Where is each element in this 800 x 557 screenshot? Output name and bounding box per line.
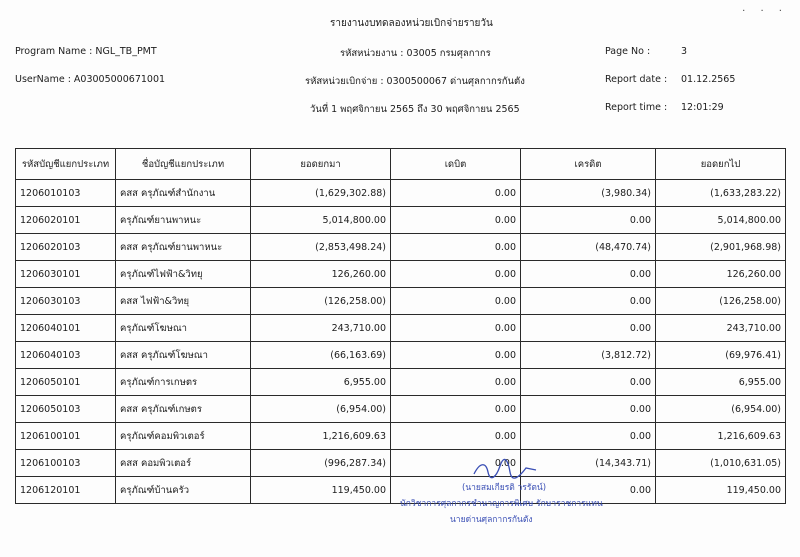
cell-brought-forward: 5,014,800.00 [251,207,391,234]
username: UserName : A03005000671001 [15,74,166,85]
cell-debit: 0.00 [391,234,521,261]
col-header-brought-forward: ยอดยกมา [251,149,391,180]
cell-carried-forward: (126,258.00) [656,288,786,315]
col-header-carried-forward: ยอดยกไป [656,149,786,180]
cell-carried-forward: 243,710.00 [656,315,786,342]
cell-carried-forward: (1,633,283.22) [656,180,786,207]
cell-credit: 0.00 [521,207,656,234]
cell-debit: 0.00 [391,207,521,234]
cell-name: คสส ครุภัณฑ์เกษตร [116,396,251,423]
table-row [16,396,786,423]
trial-balance-table [15,148,786,504]
program-name: Program Name : NGL_TB_PMT [15,46,157,57]
table-row [16,342,786,369]
table-row [16,180,786,207]
cell-code: 1206050103 [16,396,116,423]
disbursing-unit: รหัสหน่วยเบิกจ่าย : 0300500067 ด่านศุลกากรกันตัง [305,76,525,87]
date-range: วันที่ 1 พฤศจิกายน 2565 ถึง 30 พฤศจิกายน 2565 [310,104,520,115]
cell-debit: 0.00 [391,315,521,342]
cell-name: คสส ไฟฟ้า&วิทยุ [116,288,251,315]
report-time-label: Report time : [605,102,668,113]
cell-name: คสส ครุภัณฑ์โฆษณา [116,342,251,369]
cell-credit: (48,470.74) [521,234,656,261]
cell-name: ครุภัณฑ์ไฟฟ้า&วิทยุ [116,261,251,288]
signature-scribble-icon [470,458,540,480]
col-header-account-code: รหัสบัญชีแยกประเภท [16,149,116,180]
cell-carried-forward: (69,976.41) [656,342,786,369]
cell-brought-forward: (2,853,498.24) [251,234,391,261]
cell-code: 1206050101 [16,369,116,396]
cell-carried-forward: (6,954.00) [656,396,786,423]
cell-credit: 0.00 [521,423,656,450]
cell-carried-forward: 119,450.00 [656,477,786,504]
cell-brought-forward: 119,450.00 [251,477,391,504]
table-row [16,234,786,261]
col-header-account-name: ชื่อบัญชีแยกประเภท [116,149,251,180]
agency-code: รหัสหน่วยงาน : 03005 กรมศุลกากร [340,48,491,59]
cell-credit: (3,812.72) [521,342,656,369]
cell-code: 1206020101 [16,207,116,234]
cell-carried-forward: (2,901,968.98) [656,234,786,261]
signatory-position: นักวิชาการศุลกากรชำนาญการพิเศษ รักษาราชการแทน [400,499,603,509]
report-date-value: 01.12.2565 [681,74,736,85]
cell-debit: 0.00 [391,288,521,315]
cell-brought-forward: (126,258.00) [251,288,391,315]
cell-debit: 0.00 [391,396,521,423]
cell-credit: 0.00 [521,288,656,315]
cell-credit: 0.00 [521,261,656,288]
cell-code: 1206100103 [16,450,116,477]
cell-name: คสส ครุภัณฑ์สำนักงาน [116,180,251,207]
cell-credit: 0.00 [521,477,656,504]
cell-code: 1206020103 [16,234,116,261]
table-row [16,315,786,342]
cell-brought-forward: (6,954.00) [251,396,391,423]
cell-credit: 0.00 [521,369,656,396]
table-row [16,288,786,315]
report-date-label: Report date : [605,74,668,85]
cell-credit: (14,343.71) [521,450,656,477]
cell-code: 1206120101 [16,477,116,504]
cell-code: 1206040101 [16,315,116,342]
cell-name: คสส คอมพิวเตอร์ [116,450,251,477]
cell-debit: 0.00 [391,180,521,207]
col-header-credit: เครดิต [521,149,656,180]
page-no-value: 3 [681,46,688,57]
table-row [16,423,786,450]
cell-name: คสส ครุภัณฑ์ยานพาหนะ [116,234,251,261]
signatory-office: นายด่านศุลกากรกันตัง [450,515,533,525]
cell-debit: 0.00 [391,369,521,396]
cell-code: 1206040103 [16,342,116,369]
cell-brought-forward: (996,287.34) [251,450,391,477]
cell-carried-forward: 6,955.00 [656,369,786,396]
table-row [16,369,786,396]
cell-debit: 0.00 [391,450,521,477]
cell-code: 1206010103 [16,180,116,207]
cell-credit: 0.00 [521,315,656,342]
table-row [16,207,786,234]
corner-marks: · · · [742,6,788,17]
report-title: รายงานงบทดลองหน่วยเบิกจ่ายรายวัน [330,18,493,29]
cell-brought-forward: (66,163.69) [251,342,391,369]
cell-brought-forward: 1,216,609.63 [251,423,391,450]
table-row [16,261,786,288]
cell-name: ครุภัณฑ์การเกษตร [116,369,251,396]
cell-name: ครุภัณฑ์คอมพิวเตอร์ [116,423,251,450]
cell-carried-forward: 126,260.00 [656,261,786,288]
cell-code: 1206030101 [16,261,116,288]
col-header-debit: เดบิต [391,149,521,180]
cell-debit: 0.00 [391,342,521,369]
report-time-value: 12:01:29 [681,102,724,113]
table-row [16,450,786,477]
cell-name: ครุภัณฑ์บ้านครัว [116,477,251,504]
cell-carried-forward: (1,010,631.05) [656,450,786,477]
cell-code: 1206100101 [16,423,116,450]
signatory-name: (นายสมเกียรติ วรรัตน์) [462,483,547,493]
cell-brought-forward: 126,260.00 [251,261,391,288]
cell-code: 1206030103 [16,288,116,315]
cell-brought-forward: (1,629,302.88) [251,180,391,207]
page-no-label: Page No : [605,46,651,57]
cell-debit: 0.00 [391,423,521,450]
cell-debit: 0.00 [391,261,521,288]
cell-credit: (3,980.34) [521,180,656,207]
cell-credit: 0.00 [521,396,656,423]
cell-name: ครุภัณฑ์ยานพาหนะ [116,207,251,234]
cell-brought-forward: 243,710.00 [251,315,391,342]
cell-carried-forward: 1,216,609.63 [656,423,786,450]
table-header-row [16,149,786,180]
cell-brought-forward: 6,955.00 [251,369,391,396]
cell-carried-forward: 5,014,800.00 [656,207,786,234]
cell-name: ครุภัณฑ์โฆษณา [116,315,251,342]
